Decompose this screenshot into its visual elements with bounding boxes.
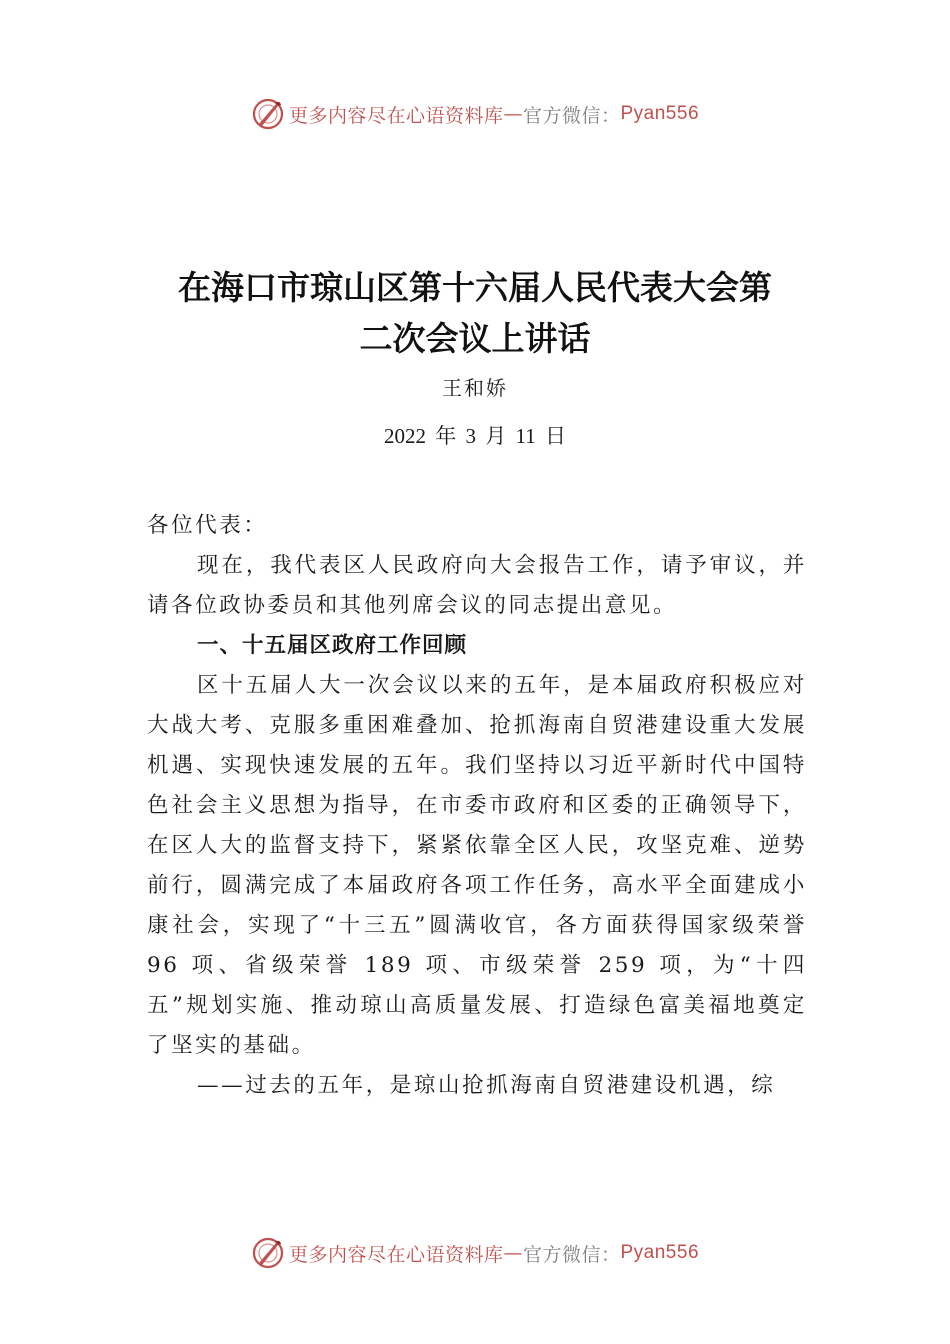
banner-wechat-label: 官方微信：: [522, 104, 621, 127]
document-body: [147, 506, 807, 1106]
banner-wechat-label: 官方微信：: [522, 1243, 621, 1266]
footer-banner: [0, 1233, 950, 1273]
banner-account: Pyan556: [620, 103, 700, 124]
banner-dash: —: [503, 103, 523, 125]
banner-site-text: 更多内容尽在心语资料库: [288, 1243, 504, 1266]
title-line-2: 二次会议上讲话: [359, 319, 591, 358]
banner-dash: —: [503, 1242, 523, 1264]
header-banner: [0, 94, 950, 134]
paragraph-intro: 现在，我代表区人民政府向大会报告工作，请予审议，并请各位政协委员和其他列席会议的同志提出意见。: [147, 553, 807, 618]
title-line-1: 在海口市琼山区第十六届人民代表大会第: [178, 268, 772, 307]
paragraph-review: 区十五届人大一次会议以来的五年，是本届政府积极应对大战大考、克服多重困难叠加、抢抓海南自贸港建设重大发展机遇、实现快速发展的五年。我们坚持以习近平新时代中国特色社会主义思想为指导，在市委市政府和区委的正确领导下，在区人大的监督支持下，紧紧依靠全区人民，攻坚克难、逆势前行，圆满完成了本届政府各项工作任务，高水平全面建成小康社会，实现了“十三五”圆满收官，各方面获得国家级荣誉 96 项、省级荣誉 189 项、市级荣誉 259 项，为“十四五”规划实施、推动琼山高质量发展、打造绿色富美福地奠定了坚实的基础。: [147, 673, 807, 1058]
document-title: [140, 262, 810, 364]
banner-site-text: 更多内容尽在心语资料库: [288, 104, 504, 127]
date: 2022 年 3 月 11 日: [384, 424, 566, 448]
banner-account: Pyan556: [620, 1242, 700, 1263]
salutation: 各位代表：: [147, 513, 268, 538]
brush-logo-icon: [251, 1236, 285, 1270]
section-heading: 一、十五届区政府工作回顾: [197, 633, 468, 658]
paragraph-past-five-years: ——过去的五年，是琼山抢抓海南自贸港建设机遇，综: [197, 1073, 776, 1098]
brush-logo-icon: [251, 97, 285, 131]
author: 王和娇: [442, 376, 508, 400]
